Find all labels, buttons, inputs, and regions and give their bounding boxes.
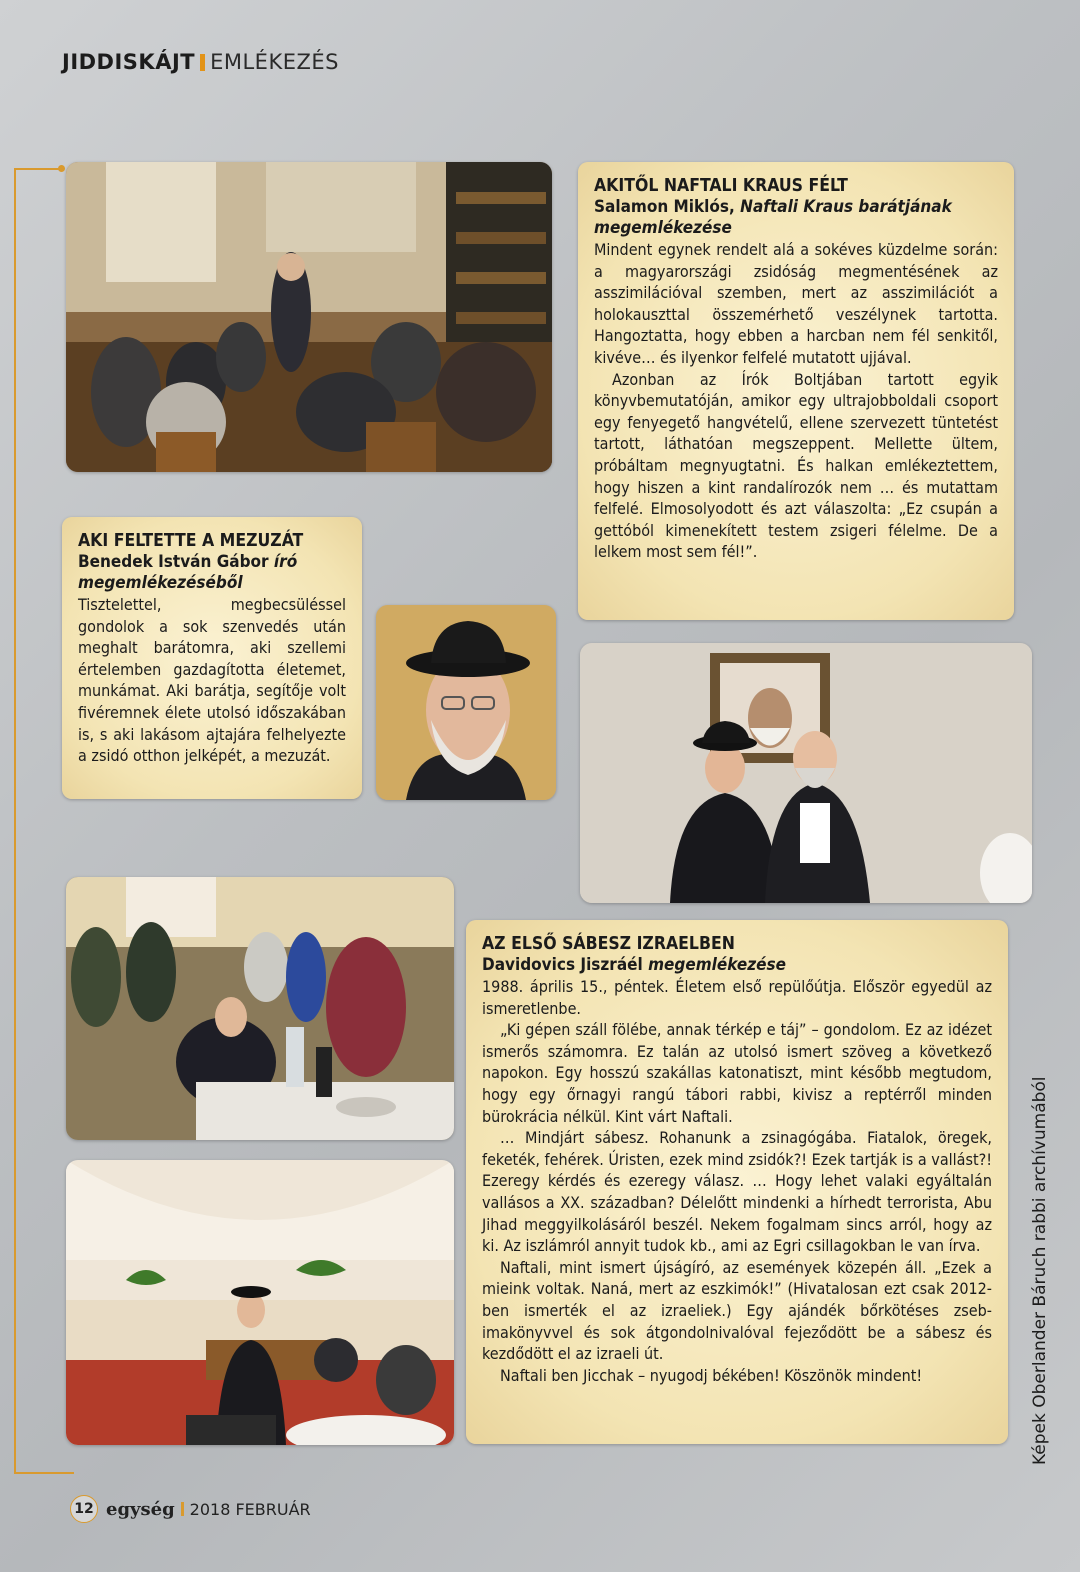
photo-credit: Képek Oberlander Báruch rabbi archívumából (1030, 1076, 1050, 1465)
header-divider (200, 54, 205, 71)
byline-author: Salamon Miklós, (594, 197, 741, 217)
footer-divider (181, 1502, 184, 1516)
page-number: 12 (70, 1495, 98, 1523)
timeline-dot (58, 165, 65, 172)
paragraph: „Ki gépen száll fölébe, annak térkép e táj” – gondolom. Ez az idézet ismerős számomra. Ez talán az utolsó ismert szöveg a következő napokon. Egy hosszú szakállas katonatiszt, mint később megtudom, hogy egy őrnagyi rangú tábori rabbi, kivisz a reptérről minden bürokrácia nélkül. Kint várt Naftali. (482, 1020, 992, 1126)
issue-date: 2018 FEBRUÁR (189, 1499, 311, 1519)
paragraph: … Mindjárt sábesz. Rohanunk a zsinagógába. Fiatalok, öregek, feketék, fehérek. Úristen, ezek mind zsidók?! Ezek tartják is a vallást?! Ezeregy kérdés és ezeregy válasz. … Hogy lehet valaki egyáltalán vallásos a XX. században? Délelőtt mindenki a hírhedt terrorista, Abu Jihad meggyilkolásáról beszél. Nekem fogalmam sincs arról, hogy az ki. Az iszlámról annyit tudok kb., ami az Egri csillagokban le van írva. (482, 1128, 992, 1256)
byline-desc: Naftali Kraus barátjának megemlékezése (594, 197, 952, 238)
text-box-kraus-felt (578, 162, 1014, 620)
photo-gathering (66, 877, 454, 1140)
magazine-name: egység (106, 1498, 175, 1520)
paragraph: Naftali, mint ismert újságíró, az események közepén áll. „Ezek a mieink voltak. Naná, mert az eszkimók!” (Hivatalosan ezt csak 2012-ben ismerték el az izraeliek.) Egy ajándék bőrkötéses zseb-imakönyvvel és sok átgondolnivalóval fejeződött be a sábesz és kezdődött el az izraeli út. (482, 1257, 992, 1364)
timeline-top (14, 168, 62, 170)
paragraph: Tisztelettel, megbecsüléssel gondolok a sok szenvedés után meghalt barátomra, aki szellemi értelemben gazdagította életemet, munkámat. Aki barátja, segítője volt fivéremnek élete utolsó időszakában is, s aki lakásom ajtajára felhelyezte a zsidó otthon jelképét, a mezuzát. (78, 595, 346, 766)
photo-two-men (580, 643, 1032, 903)
box-title: AKI FELTETTE A MEZUZÁT (78, 531, 304, 551)
box-title: AKITŐL NAFTALI KRAUS FÉLT (594, 176, 848, 196)
photo-portrait (376, 605, 556, 800)
paragraph: 1988. április 15., péntek. Életem első repülőútja. Először egyedül az ismeretlenbe. (482, 977, 992, 1018)
paragraph: Azonban az Írók Boltjában tartott egyik könyvbemutatóján, amikor egy ultrajobboldali csoport egy fenyegető hangvételű, ellene szervezett tüntetést tartott, láthatóan megszeppent. Mellette ültem, próbáltam megnyugtatni. És halkan emlékeztettem, hogy hiszen a kint randalírozók nem … és mutattam felfelé. Elmosolyodott és azt válaszolta: „Ez csupán a gettóból kimenekített testem zsigeri félelme. De a lelkem most sem fél!”. (594, 369, 998, 562)
photo-lecture (66, 1160, 454, 1445)
byline-author: Davidovics Jiszráél (482, 955, 649, 975)
page-footer (70, 1495, 311, 1523)
byline-desc: író megemlékezéséből (78, 552, 298, 593)
section-title: JIDDISKÁJT (62, 50, 196, 74)
text-box-elso-sabesz (466, 920, 1008, 1444)
text-box-mezuza (62, 517, 362, 799)
box-byline (78, 552, 346, 594)
paragraph: Mindent egynek rendelt alá a sokéves küzdelme során: a magyarországi zsidóság megmentésének az asszimilációval szemben, mert az asszimilációt a holokauszttal összemérhető veszélynek tartotta. Hangoztatta, hogy ebben a harcban nem fél senkitől, kivéve… és ilyenkor felfelé mutatott ujjával. (594, 240, 998, 367)
byline-desc: megemlékezése (648, 955, 786, 975)
box-byline (594, 197, 998, 239)
timeline-line (14, 168, 16, 1473)
box-title: AZ ELSŐ SÁBESZ IZRAELBEN (482, 934, 735, 954)
section-header (62, 50, 339, 74)
byline-author: Benedek István Gábor (78, 552, 274, 572)
paragraph: Naftali ben Jicchak – nyugodj békében! Köszönök mindent! (500, 1365, 923, 1385)
photo-book-presentation (66, 162, 552, 472)
box-byline (482, 955, 992, 976)
timeline-bottom (14, 1472, 74, 1474)
section-subtitle: EMLÉKEZÉS (210, 50, 339, 74)
